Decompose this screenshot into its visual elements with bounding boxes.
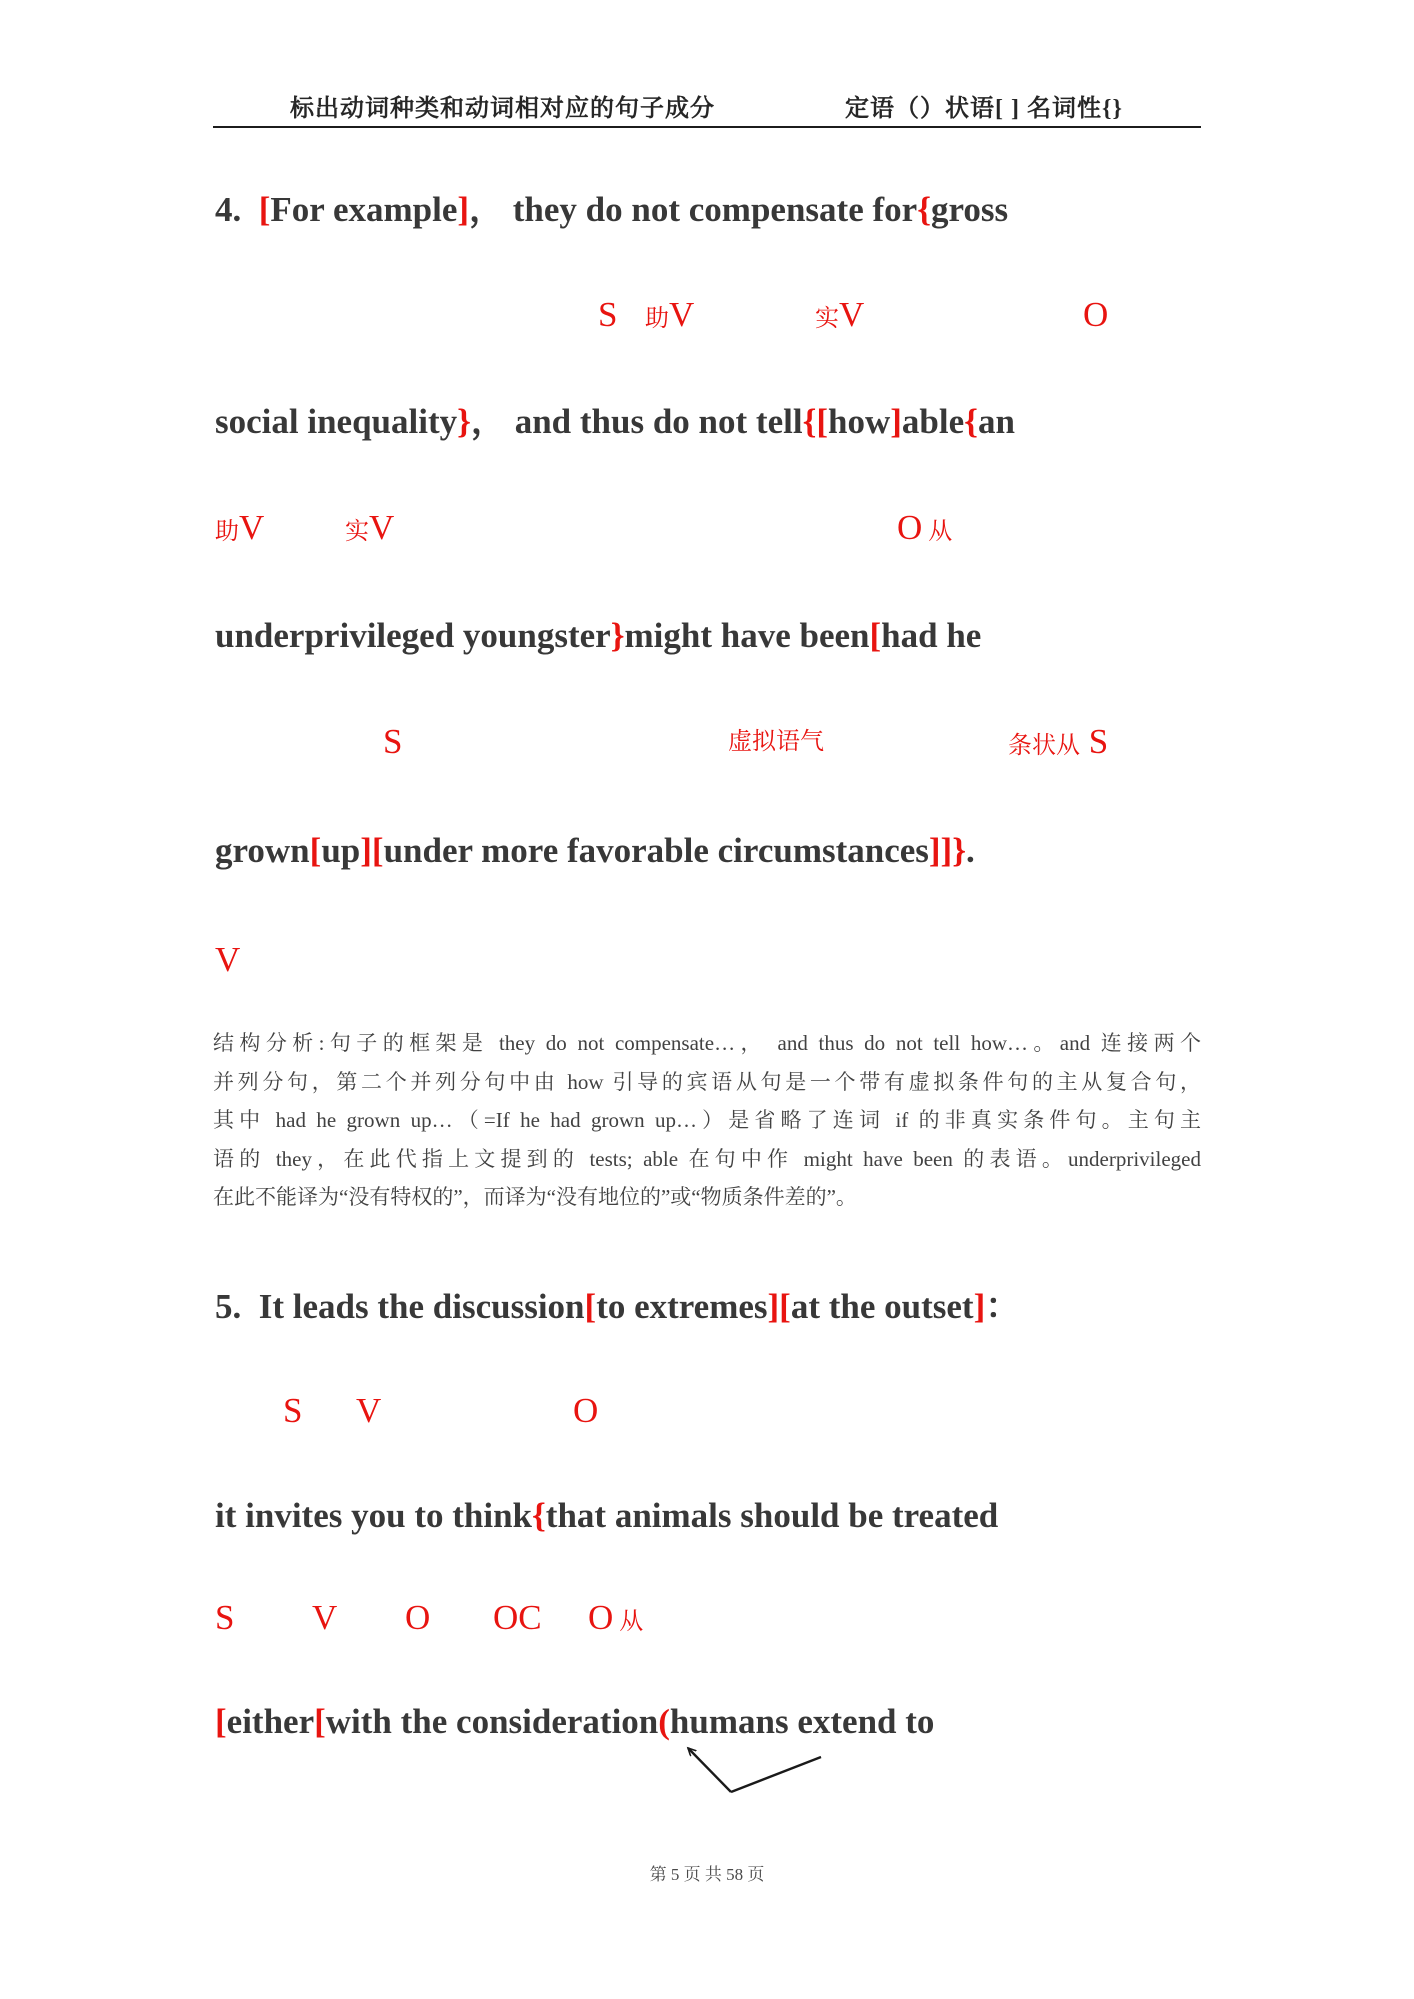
grammar-marker-text: 从 — [613, 1609, 644, 1635]
grammar-marker-text: O — [588, 1598, 614, 1637]
grammar-marker-row-4 — [0, 937, 1414, 985]
grammar-marker — [815, 292, 864, 345]
grammar-marker — [1008, 719, 1108, 772]
sentence-text: that animals should be treated — [545, 1496, 999, 1535]
sentence-text: humans extend to — [669, 1702, 935, 1741]
grammar-marker — [588, 1595, 643, 1648]
grammar-marker — [645, 292, 694, 345]
grammar-marker-text: V — [356, 1391, 382, 1430]
structure-analysis-paragraph — [213, 1024, 1201, 1217]
header-title: 标出动词种类和动词相对应的句子成分 — [290, 96, 715, 122]
grammar-marker — [383, 719, 402, 772]
sentence-5-line-1 — [215, 1283, 1020, 1331]
grammar-marker-text: O — [897, 508, 923, 547]
bracket-marker: [ — [215, 1702, 227, 1741]
sentence-text: able — [901, 402, 965, 441]
page-number: 第 5 页 共 58 页 — [649, 1865, 765, 1884]
sentence-4-line-1 — [215, 186, 1008, 234]
grammar-marker — [356, 1388, 381, 1441]
grammar-marker-text: O — [573, 1391, 599, 1430]
sentence-4-line-4 — [215, 827, 975, 875]
grammar-marker-text: S — [383, 722, 403, 761]
sentence-text: 4. — [215, 190, 259, 229]
grammar-marker-text: 助 — [215, 519, 239, 545]
grammar-marker-text: 实 — [345, 519, 369, 545]
sentence-text: up — [321, 831, 361, 870]
sentence-text: gross — [930, 190, 1009, 229]
sentence-text: grown — [215, 831, 310, 870]
grammar-marker — [728, 719, 824, 768]
grammar-marker-text: O — [405, 1598, 431, 1637]
grammar-marker-text: S — [215, 1598, 235, 1637]
sentence-text: ： — [985, 1287, 1021, 1326]
sentence-text: an — [977, 402, 1015, 441]
bracket-marker: { — [532, 1496, 546, 1535]
bracket-marker: { — [964, 402, 978, 441]
analysis-line: 并列分句，第二个并列分句中由 how 引导的宾语从句是一个带有虚拟条件句的主从复合句， — [213, 1069, 1201, 1094]
grammar-marker-text: S — [283, 1391, 303, 1430]
bracket-marker: } — [457, 402, 471, 441]
bracket-marker: ( — [658, 1702, 670, 1741]
bracket-marker: {[ — [802, 402, 829, 441]
bracket-marker: [ — [314, 1702, 326, 1741]
header-rule — [213, 126, 1201, 128]
bracket-marker: ]]} — [928, 831, 967, 870]
bracket-marker: } — [610, 616, 625, 655]
grammar-marker — [215, 505, 264, 558]
sentence-text: either — [226, 1702, 315, 1741]
bracket-marker: ] — [457, 190, 470, 229]
sentence-text: had he — [881, 616, 982, 655]
sentence-text: at the outset — [790, 1287, 974, 1326]
grammar-marker-text: S — [1080, 722, 1109, 761]
grammar-marker-row-1 — [0, 292, 1414, 340]
sentence-text: . — [966, 831, 975, 870]
sentence-4-line-2 — [215, 398, 1015, 446]
grammar-marker — [345, 505, 394, 558]
header-legend: 定语（）状语[ ] 名词性{} — [845, 96, 1123, 122]
grammar-marker-text: V — [669, 295, 695, 334]
sentence-text: 5. It leads the discussion — [215, 1287, 585, 1326]
grammar-marker-text: V — [312, 1598, 338, 1637]
grammar-marker-text: V — [215, 940, 241, 979]
bracket-marker: [ — [584, 1287, 597, 1326]
grammar-marker-text: V — [839, 295, 865, 334]
bracket-marker: ][ — [360, 831, 384, 870]
grammar-marker — [1083, 292, 1108, 345]
sentence-text: it invites you to think — [215, 1496, 532, 1535]
grammar-marker-text: 条状从 — [1008, 733, 1080, 759]
grammar-marker-row-2 — [0, 505, 1414, 553]
grammar-marker — [312, 1595, 337, 1648]
bracket-marker: [ — [309, 831, 322, 870]
grammar-marker-row-6 — [0, 1595, 1414, 1643]
grammar-marker — [573, 1388, 598, 1441]
grammar-marker — [405, 1595, 430, 1648]
sentence-5-line-2 — [215, 1492, 998, 1540]
bracket-marker: [ — [869, 616, 882, 655]
grammar-marker — [215, 937, 240, 990]
analysis-line: 其中 had he grown up…（=If he had grown up…）是省略了连词 if 的非真实条件句。主句主 — [213, 1108, 1201, 1133]
sentence-text: under more favorable circumstances — [383, 831, 929, 870]
analysis-line: 语的 they，在此代指上文提到的 tests; able 在句中作 might have been 的表语。underprivileged — [213, 1146, 1201, 1171]
sentence-text: and thus do not tell — [505, 402, 803, 441]
grammar-marker-text: 实 — [815, 306, 839, 332]
sentence-text: For example — [270, 190, 458, 229]
grammar-marker-text: 助 — [645, 306, 669, 332]
sentence-4-line-3 — [215, 612, 981, 660]
grammar-marker-text: V — [369, 508, 395, 547]
grammar-marker — [897, 505, 952, 558]
hand-drawn-arrow-icon — [660, 1730, 860, 1815]
sentence-text: with the consideration — [325, 1702, 659, 1741]
sentence-text: ， — [469, 190, 505, 229]
sentence-text: how — [828, 402, 891, 441]
grammar-marker-row-3 — [0, 719, 1414, 767]
grammar-marker — [283, 1388, 302, 1441]
grammar-marker — [598, 292, 617, 345]
grammar-marker-text: 从 — [922, 519, 953, 545]
analysis-line: 结构分析:句子的框架是 they do not compensate…， and thus do not tell how…。and 连接两个 — [213, 1031, 1201, 1055]
sentence-text: underprivileged youngster — [215, 616, 611, 655]
grammar-marker — [215, 1595, 234, 1648]
bracket-marker: ] — [973, 1287, 986, 1326]
bracket-marker: [ — [258, 190, 271, 229]
sentence-text: might have been — [624, 616, 870, 655]
grammar-marker-text: OC — [493, 1598, 542, 1637]
grammar-marker — [493, 1595, 542, 1648]
grammar-marker-row-5 — [0, 1388, 1414, 1436]
sentence-text: social inequality — [215, 402, 458, 441]
analysis-line: 在此不能译为“没有特权的”，而译为“没有地位的”或“物质条件差的”。 — [213, 1185, 857, 1210]
grammar-marker-text: O — [1083, 295, 1109, 334]
sentence-text: ， — [470, 402, 506, 441]
grammar-marker-text: 虚拟语气 — [728, 729, 824, 755]
bracket-marker: ][ — [767, 1287, 791, 1326]
sentence-text: to extremes — [596, 1287, 768, 1326]
sentence-text: they do not compensate for — [504, 190, 918, 229]
grammar-marker-text: S — [598, 295, 618, 334]
bracket-marker: ] — [890, 402, 902, 441]
grammar-marker-text: V — [239, 508, 265, 547]
bracket-marker: { — [917, 190, 931, 229]
